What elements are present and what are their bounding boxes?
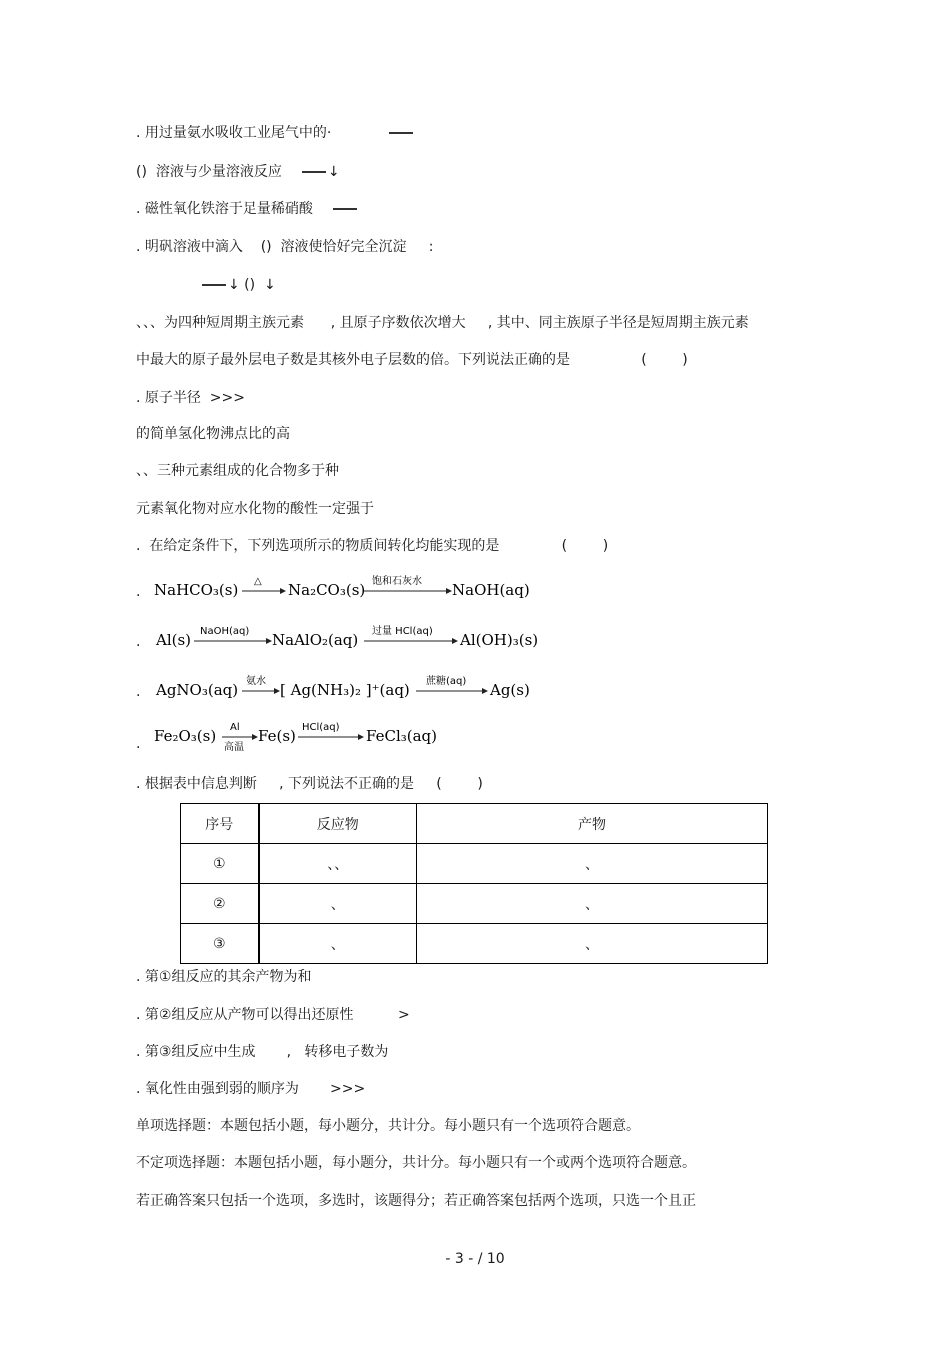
option-dot: . [136, 684, 141, 700]
option-line: 元素氧化物对应水化物的酸性一定强于 [136, 501, 374, 517]
chem-species: AgNO₃(aq) [156, 681, 239, 699]
equation-dash [333, 208, 357, 210]
arrow-head-icon [452, 638, 458, 644]
table-header-row [181, 804, 768, 844]
page-number: - 3 - / 10 [445, 1251, 505, 1267]
table-cell: 、、 [259, 844, 417, 884]
reaction-a-svg [150, 572, 570, 606]
condition: NaOH(aq) [200, 626, 250, 637]
reaction-d-svg [150, 718, 570, 754]
option-line: . 原子半径 >>> [136, 390, 245, 406]
table-cell: 、 [417, 924, 768, 964]
question-line: . 根据表中信息判断 , 下列说法不正确的是 ( ) [136, 776, 483, 792]
chem-species: [ Ag(NH₃)₂ ]⁺(aq) [280, 681, 410, 699]
text: ↓ [327, 164, 340, 180]
equation-dash [302, 171, 326, 173]
text: . 磁性氧化铁溶于足量稀硝酸 [136, 201, 313, 217]
equation-dash [202, 284, 226, 286]
chem-species: Ag(s) [490, 681, 530, 699]
table-cell: 、 [259, 884, 417, 924]
text: ↓ () ↓ [228, 277, 276, 293]
chem-species: NaHCO₃(s) [154, 581, 239, 599]
table-header-cell: 产物 [417, 804, 768, 844]
table-row [181, 884, 768, 924]
condition: 蔗糖(aq) [426, 676, 467, 687]
option-line: . 第②组反应从产物可以得出还原性 > [136, 1007, 410, 1023]
condition: 氨水 [246, 676, 266, 687]
equation-dash [389, 132, 413, 134]
instruction-line: 不定项选择题：本题包括小题，每小题分，共计分。每小题只有一个或两个选项符合题意。 [136, 1155, 696, 1171]
option-line: 的简单氢化物沸点比的高 [136, 426, 290, 442]
table-cell: ② [181, 884, 259, 924]
chem-species: NaAlO₂(aq) [272, 631, 359, 649]
chem-species: FeCl₃(aq) [366, 727, 438, 745]
arrow-head-icon [482, 688, 488, 694]
question-line: . 在给定条件下，下列选项所示的物质间转化均能实现的是 ( ) [136, 538, 609, 554]
condition: Al [230, 722, 240, 733]
arrow-head-icon [280, 588, 286, 594]
condition: 高温 [224, 742, 244, 753]
table-row [181, 924, 768, 964]
condition: 饱和石灰水 [372, 576, 422, 587]
table-header-cell: 序号 [181, 804, 259, 844]
table-cell: ③ [181, 924, 259, 964]
reaction-b-svg [150, 622, 570, 656]
table-cell: 、 [259, 924, 417, 964]
table-cell: 、 [417, 884, 768, 924]
question-line: 中最大的原子最外层电子数是其核外电子层数的倍。下列说法正确的是 ( ) [136, 352, 688, 368]
instruction-line: 单项选择题：本题包括小题，每小题分，共计分。每小题只有一个选项符合题意。 [136, 1118, 640, 1134]
option-line [200, 276, 276, 294]
option-line: 、、三种元素组成的化合物多于种 [136, 463, 339, 479]
chem-species: Fe(s) [258, 727, 296, 745]
instruction-line: 若正确答案只包括一个选项，多选时，该题得分；若正确答案包括两个选项，只选一个且正 [136, 1193, 696, 1209]
arrow-head-icon [358, 734, 364, 740]
text: () 溶液与少量溶液反应 [136, 164, 282, 180]
option-line [136, 124, 415, 142]
option-line [136, 200, 359, 218]
text: . 用过量氨水吸收工业尾气中的· [136, 125, 332, 141]
chem-species: Al(s) [156, 631, 192, 649]
table-row [181, 844, 768, 884]
table-cell: ① [181, 844, 259, 884]
condition: 过量 HCl(aq) [372, 626, 433, 637]
option-dot: . [136, 634, 141, 650]
info-table [180, 803, 768, 964]
option-dot: . [136, 584, 141, 600]
reaction-c-svg [150, 672, 570, 706]
option-line [136, 163, 340, 181]
chem-species: NaOH(aq) [452, 581, 530, 599]
condition: △ [254, 576, 262, 587]
condition: HCl(aq) [302, 722, 340, 733]
option-line: . 第①组反应的其余产物为和 [136, 969, 312, 985]
table-cell: 、 [417, 844, 768, 884]
question-line: 、、、为四种短周期主族元素 , 且原子序数依次增大 , 其中、同主族原子半径是短周期主族元素 [136, 315, 749, 331]
option-dot: . [136, 736, 141, 752]
option-line: . 氧化性由强到弱的顺序为 >>> [136, 1081, 366, 1097]
option-line: . 明矾溶液中滴入 () 溶液使恰好完全沉淀 : [136, 239, 434, 255]
table-header-cell: 反应物 [259, 804, 417, 844]
chem-species: Na₂CO₃(s) [288, 581, 366, 599]
chem-species: Al(OH)₃(s) [460, 631, 539, 649]
chem-species: Fe₂O₃(s) [154, 727, 217, 745]
option-line: . 第③组反应中生成 , 转移电子数为 [136, 1044, 389, 1060]
